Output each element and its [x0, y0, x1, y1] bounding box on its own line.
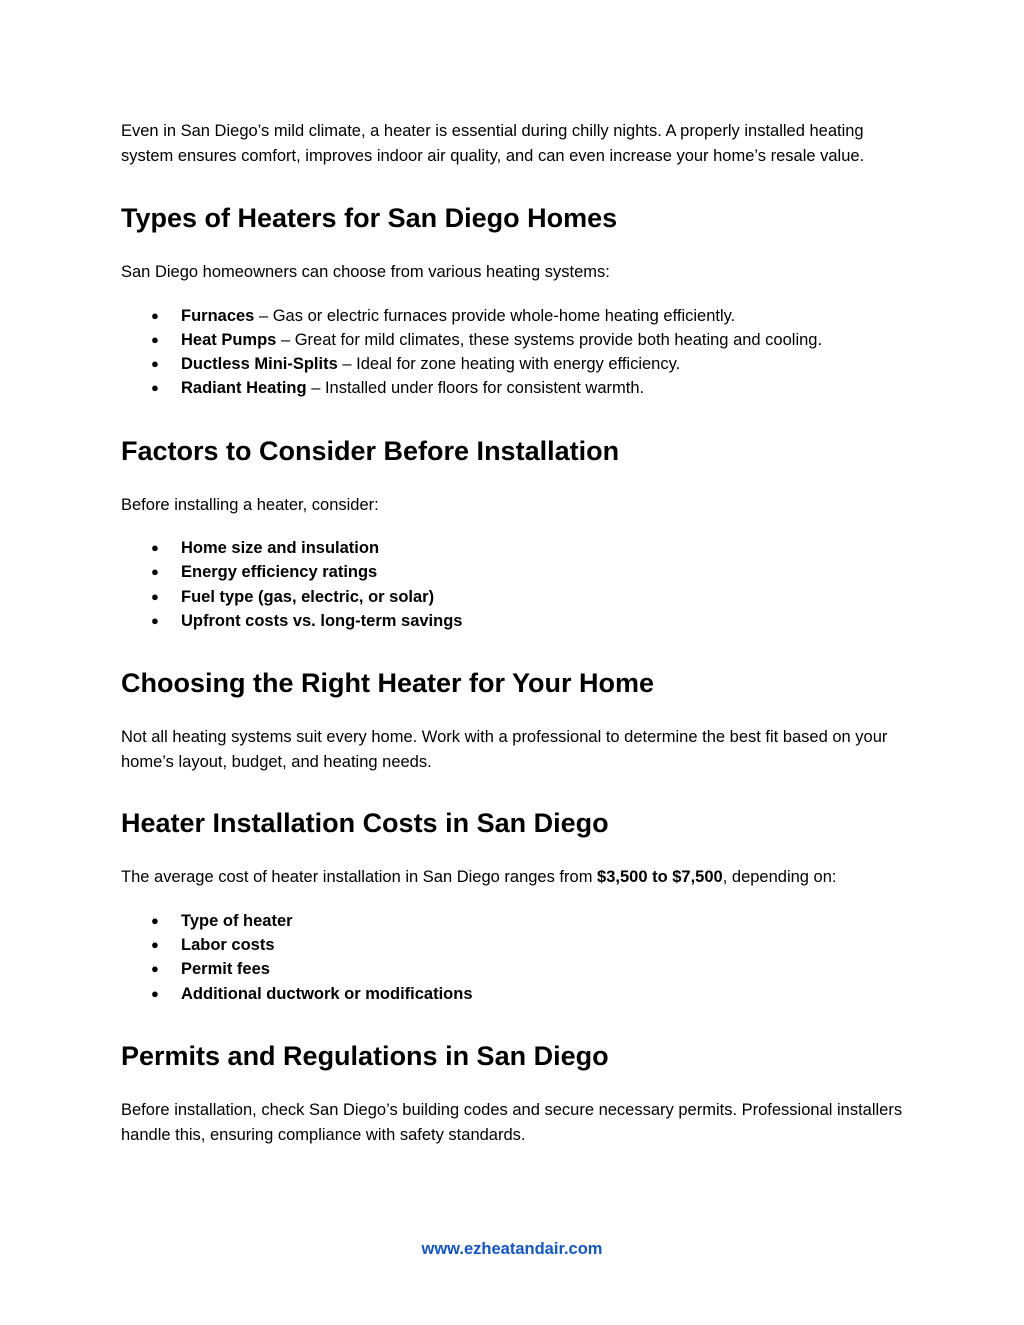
list-item-desc: – Ideal for zone heating with energy efficiency. [337, 355, 681, 374]
list-item-desc: – Gas or electric furnaces provide whole-home heating efficiently. [254, 306, 736, 325]
choosing-paragraph: Not all heating systems suit every home. Work with a professional to determine the best fit based on your home’s layout, budget, and heating needs. [121, 728, 888, 771]
heading-factors: Factors to Consider Before Installation [121, 435, 620, 466]
factors-list [121, 536, 911, 633]
website-link[interactable]: www.ezheatandair.com [421, 1240, 603, 1258]
list-item [121, 933, 911, 957]
list-item [121, 957, 911, 981]
list-item-text: Home size and insulation [181, 539, 380, 558]
list-item-text: Additional ductwork or modifications [181, 984, 473, 1003]
costs-lead-before: The average cost of heater installation in San Diego ranges from [121, 868, 598, 887]
footer [0, 1240, 1024, 1259]
list-item [121, 560, 911, 584]
list-item-text: Energy efficiency ratings [181, 563, 378, 582]
list-item-term: Radiant Heating [181, 379, 307, 398]
list-item [121, 585, 911, 609]
list-item [121, 376, 911, 400]
list-item-desc: – Great for mild climates, these systems provide both heating and cooling. [276, 330, 823, 349]
types-lead-paragraph: San Diego homeowners can choose from various heating systems: [121, 263, 610, 281]
list-item-text: Labor costs [181, 936, 275, 955]
list-item [121, 609, 911, 633]
list-item-desc: – Installed under floors for consistent warmth. [306, 379, 645, 398]
list-item [121, 909, 911, 933]
document-body [121, 119, 911, 1147]
list-item [121, 982, 911, 1006]
permits-paragraph: Before installation, check San Diego’s building codes and secure necessary permits. Professional installers handle this, ensuring compliance with safety standards. [121, 1101, 903, 1144]
costs-range: $3,500 to $7,500 [597, 868, 723, 887]
heading-costs: Heater Installation Costs in San Diego [121, 808, 609, 839]
list-item [121, 536, 911, 560]
factors-lead-paragraph: Before installing a heater, consider: [121, 495, 379, 514]
heater-types-list [121, 304, 911, 401]
list-item-term: Heat Pumps [181, 330, 277, 349]
costs-lead-after: , depending on: [722, 868, 837, 887]
list-item-term: Furnaces [181, 306, 255, 325]
heading-permits: Permits and Regulations in San Diego [121, 1041, 609, 1072]
list-item-text: Upfront costs vs. long-term savings [181, 612, 463, 631]
list-item-text: Permit fees [181, 960, 270, 979]
heading-choosing: Choosing the Right Heater for Your Home [121, 668, 655, 699]
costs-lead-paragraph [121, 865, 911, 890]
list-item [121, 352, 911, 376]
list-item-text: Fuel type (gas, electric, or solar) [181, 587, 435, 606]
list-item [121, 304, 911, 328]
list-item-term: Ductless Mini-Splits [181, 355, 338, 374]
intro-paragraph: Even in San Diego’s mild climate, a heater is essential during chilly nights. A properly installed heating system ensures comfort, improves indoor air quality, and can even increase your home’s resale value. [121, 122, 865, 165]
heading-types-of-heaters: Types of Heaters for San Diego Homes [121, 203, 618, 233]
costs-list [121, 909, 911, 1006]
list-item [121, 328, 911, 352]
list-item-text: Type of heater [181, 911, 293, 930]
